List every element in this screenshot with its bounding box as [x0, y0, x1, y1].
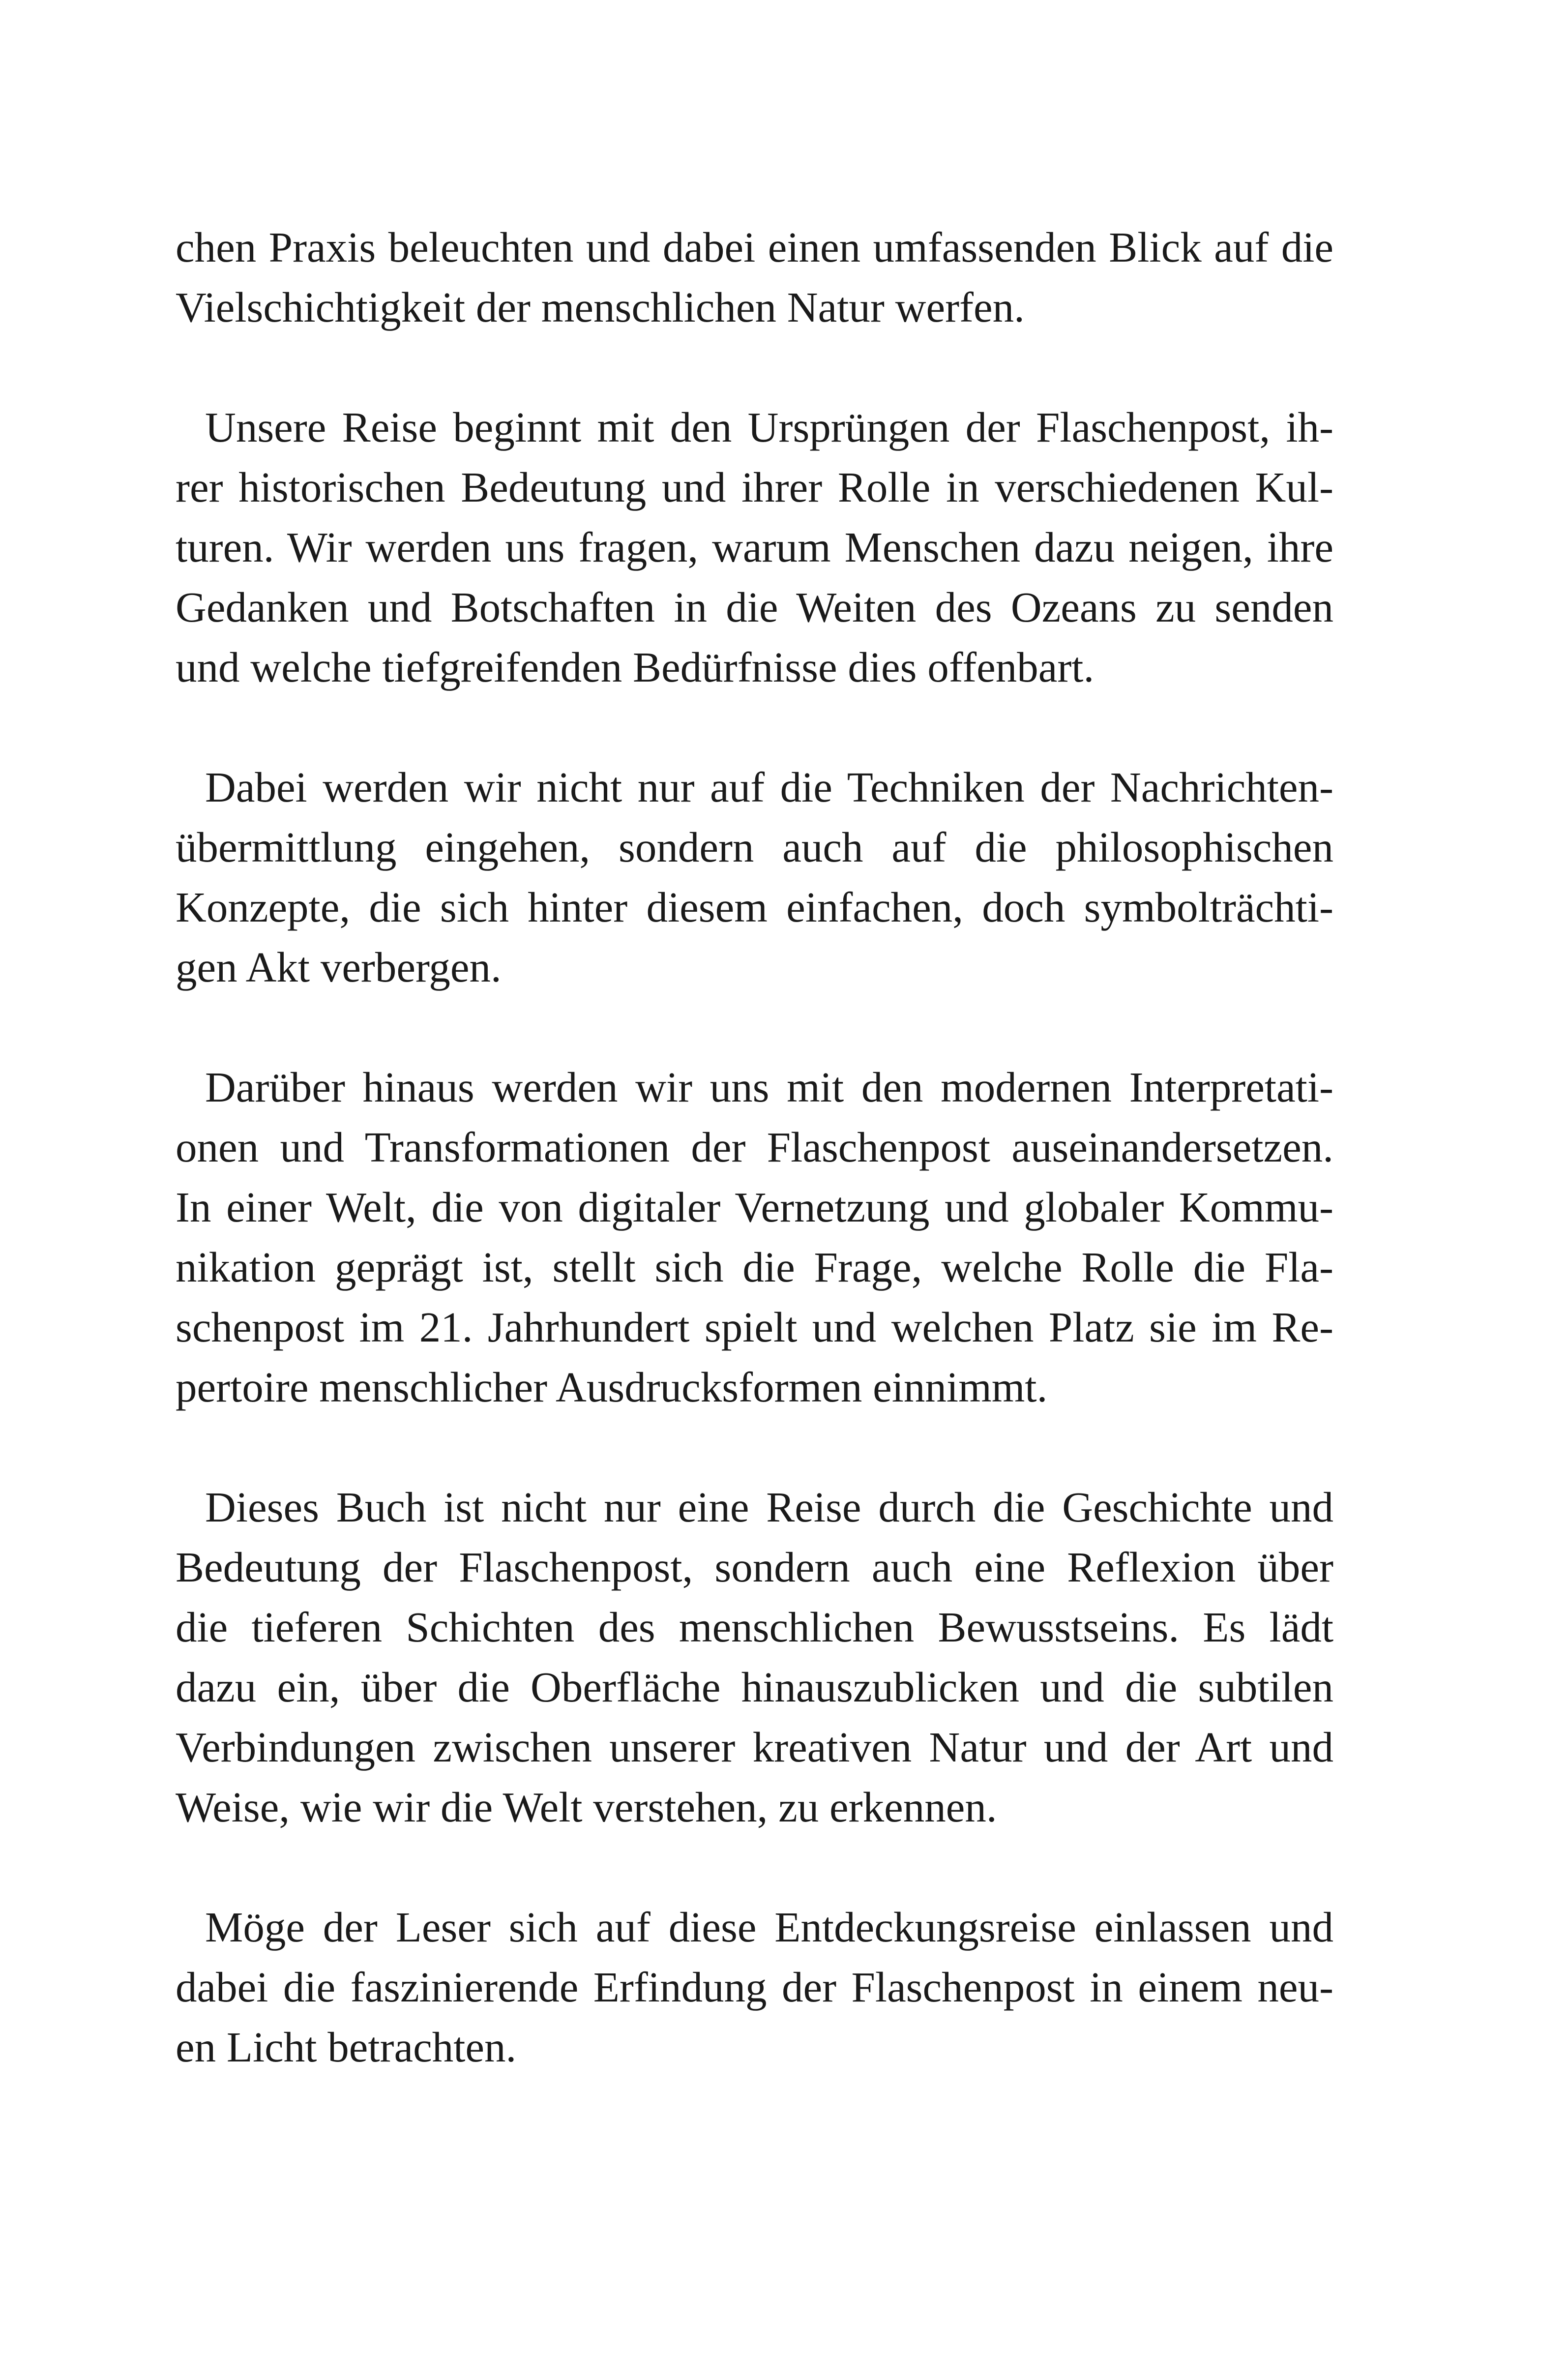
- body-text: [176, 217, 1333, 2077]
- text-line: Gedanken und Botschaften in die Weiten des Ozeans zu senden: [176, 583, 1333, 631]
- text-line: nikation geprägt ist, stellt sich die Frage, welche Rolle die Fla-: [176, 1243, 1333, 1291]
- text-line: pertoire menschlicher Ausdrucksformen einnimmt.: [176, 1363, 1048, 1411]
- paragraph: [176, 1897, 1333, 2077]
- text-line: Verbindungen zwischen unserer kreativen Natur und der Art und: [176, 1723, 1333, 1771]
- text-line: turen. Wir werden uns fragen, warum Menschen dazu neigen, ihre: [176, 523, 1333, 571]
- text-line: Darüber hinaus werden wir uns mit den modernen Interpretati-: [205, 1063, 1333, 1111]
- text-line: dabei die faszinierende Erfindung der Flaschenpost in einem neu-: [176, 1963, 1333, 2011]
- text-line: Bedeutung der Flaschenpost, sondern auch eine Reflexion über: [176, 1543, 1333, 1591]
- text-line: und welche tiefgreifenden Bedürfnisse dies offenbart.: [176, 643, 1095, 691]
- text-line: Möge der Leser sich auf diese Entdeckungsreise einlassen und: [205, 1903, 1333, 1951]
- text-line: en Licht betrachten.: [176, 2023, 517, 2071]
- paragraph: [176, 1477, 1333, 1837]
- text-line: Konzepte, die sich hinter diesem einfachen, doch symbolträchti-: [176, 883, 1333, 931]
- text-line: übermittlung eingehen, sondern auch auf die philosophischen: [176, 823, 1333, 871]
- text-line: onen und Transformationen der Flaschenpost auseinandersetzen.: [176, 1123, 1333, 1171]
- text-line: gen Akt verbergen.: [176, 943, 502, 991]
- text-line: Dabei werden wir nicht nur auf die Techniken der Nachrichten-: [205, 763, 1333, 811]
- text-line: schenpost im 21. Jahrhundert spielt und welchen Platz sie im Re-: [176, 1303, 1333, 1351]
- text-line: Weise, wie wir die Welt verstehen, zu erkennen.: [176, 1783, 997, 1831]
- text-line: Dieses Buch ist nicht nur eine Reise durch die Geschichte und: [205, 1483, 1333, 1531]
- paragraph: [176, 217, 1333, 337]
- text-line: die tieferen Schichten des menschlichen Bewusstseins. Es lädt: [176, 1603, 1333, 1651]
- text-line: rer historischen Bedeutung und ihrer Rolle in verschiedenen Kul-: [176, 463, 1333, 511]
- paragraph: [176, 757, 1333, 997]
- text-line: Unsere Reise beginnt mit den Ursprüngen der Flaschenpost, ih-: [205, 403, 1333, 451]
- paragraph: [176, 1057, 1333, 1417]
- text-line: In einer Welt, die von digitaler Vernetzung und globaler Kommu-: [176, 1183, 1333, 1231]
- text-line: dazu ein, über die Oberfläche hinauszublicken und die subtilen: [176, 1663, 1333, 1711]
- paragraph: [176, 397, 1333, 697]
- text-line: Vielschichtigkeit der menschlichen Natur werfen.: [176, 283, 1025, 331]
- text-line: chen Praxis beleuchten und dabei einen umfassenden Blick auf die: [176, 223, 1333, 271]
